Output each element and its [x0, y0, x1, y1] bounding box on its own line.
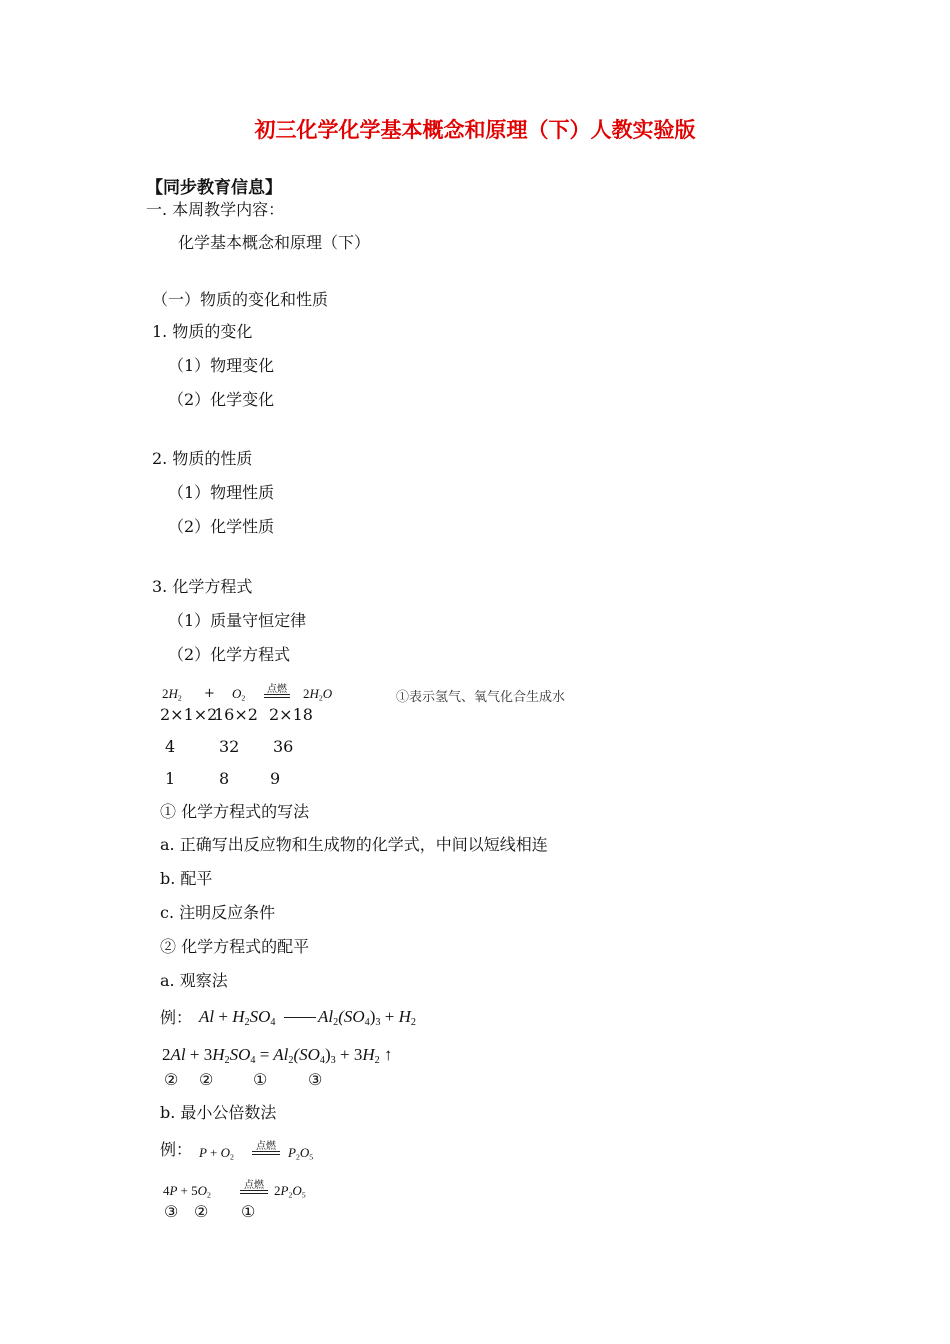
item1-sub2: （2）化学变化	[168, 390, 275, 409]
writing-step-a: a. 正确写出反应物和生成物的化学式，中间以短线相连	[160, 835, 548, 854]
writing-step-c: c. 注明反应条件	[160, 903, 276, 922]
document-title: 初三化学化学基本概念和原理（下）人教实验版	[254, 117, 696, 142]
item2-heading: 2. 物质的性质	[152, 449, 253, 468]
writing-heading: ① 化学方程式的写法	[160, 802, 310, 821]
item3-heading: 3. 化学方程式	[152, 577, 253, 596]
item3-sub2: （2）化学方程式	[168, 645, 291, 664]
subsection-heading: （一）物质的变化和性质	[152, 290, 329, 309]
balancing-method-a: a. 观察法	[160, 971, 228, 990]
reaction-condition: 点燃	[267, 684, 287, 695]
item2-sub1: （1）物理性质	[168, 483, 275, 502]
equation-note: ①表示氢气、氧气化合生成水	[396, 690, 566, 705]
item1-sub1: （1）物理变化	[168, 356, 275, 375]
balancing-method-b: b. 最小公倍数法	[160, 1103, 277, 1122]
item2-sub2: （2）化学性质	[168, 517, 275, 536]
part-one-heading: 一. 本周教学内容：	[146, 200, 285, 219]
section-header: 【同步教育信息】	[146, 178, 282, 198]
item3-sub1: （1）质量守恒定律	[168, 611, 307, 630]
writing-step-b: b. 配平	[160, 869, 213, 888]
topic-line: 化学基本概念和原理（下）	[178, 233, 371, 252]
balancing-heading: ② 化学方程式的配平	[160, 937, 310, 956]
item1-heading: 1. 物质的变化	[152, 322, 253, 341]
